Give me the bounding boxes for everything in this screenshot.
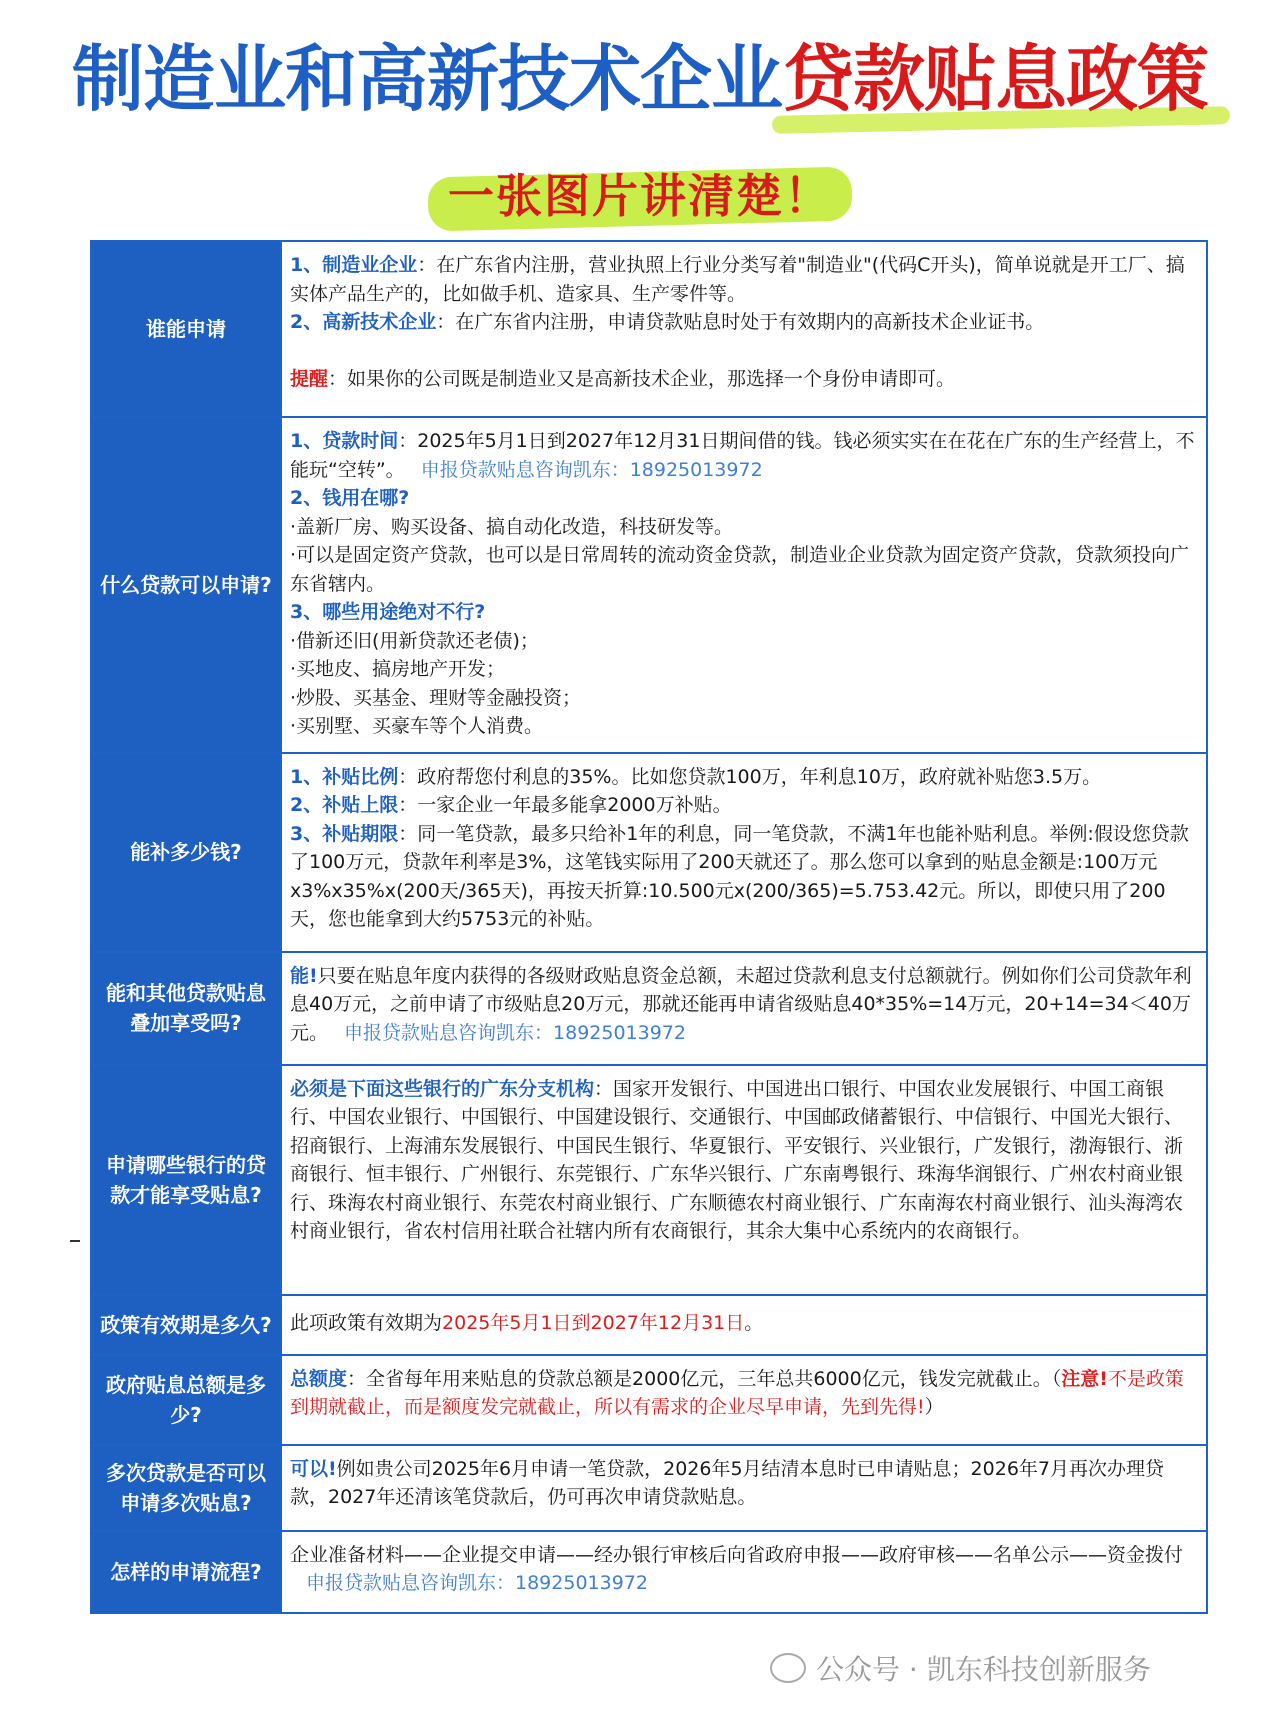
answer-line <box>290 1075 1200 1246</box>
answer-line <box>290 763 1200 792</box>
title-red: 贷款贴息政策 <box>782 37 1209 121</box>
row-total-amount <box>91 1355 1207 1445</box>
answer-line <box>290 820 1200 934</box>
item-text: ：在广东省内注册，营业执照上行业分类写着"制造业"(代码C开头)，简单说就是开工厂、搞实体产品生产的，比如做手机、造家具、生产零件等。 <box>290 254 1185 305</box>
title-blue: 制造业和高新技术企业 <box>71 37 782 121</box>
subtitle: 一张图片讲清楚！ <box>428 158 852 228</box>
question-cell: 政策有效期是多久? <box>91 1295 281 1355</box>
question-cell: 怎样的申请流程? <box>91 1531 281 1613</box>
row-banks <box>91 1065 1207 1295</box>
answer-line <box>290 251 1200 308</box>
stray-dash <box>70 1240 80 1242</box>
question-cell: 什么贷款可以申请? <box>91 417 281 753</box>
item-label: 2、高新技术企业 <box>290 311 437 333</box>
subtitle-wrap <box>0 158 1280 228</box>
reminder-label: 提醒 <box>290 367 329 390</box>
answer-line <box>290 1541 1200 1598</box>
consult-phone: 申报贷款贴息咨询凯东：18925013972 <box>420 458 763 481</box>
list-item: ·盖新厂房、购买设备、搞自动化改造，科技研发等。 <box>290 515 734 538</box>
item-text: ：一家企业一年最多能拿2000万补贴。 <box>398 794 732 816</box>
item-text: ：在广东省内注册，申请贷款贴息时处于有效期内的高新技术企业证书。 <box>436 311 1045 333</box>
answer-cell <box>281 1065 1207 1295</box>
item-label: 2、钱用在哪? <box>290 487 410 509</box>
item-label: 1、补贴比例 <box>290 765 399 788</box>
question-cell: 能和其他贷款贴息叠加享受吗? <box>91 952 281 1065</box>
answer-cell <box>281 753 1207 952</box>
item-label: 1、贷款时间 <box>290 430 399 452</box>
item-label: 必须是下面这些银行的广东分支机构 <box>290 1077 595 1100</box>
bank-list: ：国家开发银行、中国进出口银行、中国农业发展银行、中国工商银行、中国农业银行、中国银行、中国建设银行、交通银行、中国邮政储蓄银行、中信银行、中国光大银行、招商银行、上海浦东发展银行、中国民生银行、华夏银行、平安银行、兴业银行，广发银行，渤海银行、浙商银行、恒丰银行、广州银行、东莞银行、广东华兴银行、广东南粤银行、珠海华润银行、广州农村商业银行、珠海农村商业银行、东莞农村商业银行、广东顺德农村商业银行、广东南海农村商业银行、汕头海湾农村商业银行，省农村信用社联合社辖内所有农商银行，其余大集中心系统内的农商银行。 <box>290 1077 1184 1242</box>
watermark <box>770 1648 1151 1688</box>
watermark-text: 公众号 · 凯东科技创新服务 <box>816 1653 1151 1686</box>
question-cell: 谁能申请 <box>91 241 281 417</box>
item-label: 2、补贴上限 <box>290 794 399 816</box>
wechat-icon <box>770 1653 806 1683</box>
process-steps: 企业准备材料——企业提交申请——经办银行审核后向省政府申报——政府审核——名单公示——资金拨付 <box>290 1543 1184 1566</box>
policy-table <box>90 240 1208 1614</box>
item-text: ：政府帮您付利息的35%。比如您贷款100万，年利息10万，政府就补贴您3.5万。 <box>398 765 1102 788</box>
row-stacking <box>91 952 1207 1065</box>
question-cell: 申请哪些银行的贷款才能享受贴息? <box>91 1065 281 1295</box>
item-text: ：2025年5月1日到2027年12月31日期间借的钱。钱必须实实在在花在广东的生产经营上，不能玩“空转”。 <box>290 430 1195 481</box>
item-text: 只要在贴息年度内获得的各级财政贴息资金总额，未超过贷款利息支付总额就行。例如你们公司贷款年利息40万元，之前申请了市级贴息20万元，那就还能再申请省级贴息40*35%=14万元，20+14=34＜40万元。 <box>290 964 1192 1044</box>
answer-line <box>290 1309 1200 1338</box>
item-text: 例如贵公司2025年6月申请一笔贷款，2026年5月结清本息时已申请贴息；2026年7月再次办理贷款，2027年还清该笔贷款后，仍可再次申请贷款贴息。 <box>290 1457 1164 1508</box>
row-validity <box>91 1295 1207 1355</box>
list-item: ·炒股、买基金、理财等金融投资； <box>290 686 582 709</box>
answer-line <box>290 365 1200 394</box>
item-text: ：如果你的公司既是制造业又是高新技术企业，那选择一个身份申请即可。 <box>328 367 956 390</box>
row-process <box>91 1531 1207 1613</box>
item-label: 3、哪些用途绝对不行? <box>290 601 486 623</box>
page-title <box>72 38 1208 121</box>
item-text: ：同一笔贷款，最多只给补1年的利息，同一笔贷款，不满1年也能补贴利息。举例:假设您贷款了100万元，贷款年利率是3%，这笔钱实际用了200天就还了。那么您可以拿到的贴息金额是:100万元x3%x35%x(200天/365天)，再按天折算:10.500元x(200/365)=5.753.42元。所以，即使只用了200天，您也能拿到大约5753元的补贴。 <box>290 822 1189 930</box>
answer-cell <box>281 1445 1207 1531</box>
answer-line <box>290 427 1200 484</box>
answer-line <box>290 308 1200 337</box>
answer-cell <box>281 1355 1207 1445</box>
item-text: ：全省每年用来贴息的贷款总额是2000亿元，三年总共6000亿元，钱发完就截止。（ <box>347 1367 1062 1390</box>
answer-line <box>290 1365 1200 1422</box>
list-item: ·买别墅、买豪车等个人消费。 <box>290 715 544 737</box>
item-label: 3、补贴期限 <box>290 822 399 845</box>
answer-cell <box>281 1295 1207 1355</box>
list-item: ·借新还旧(用新贷款还老债)； <box>290 629 539 652</box>
item-label: 1、制造业企业 <box>290 254 418 276</box>
consult-phone: 申报贷款贴息咨询凯东：18925013972 <box>306 1572 648 1594</box>
row-who-can-apply <box>91 241 1207 417</box>
item-text: 。 <box>744 1312 764 1335</box>
item-label: 能! <box>290 964 318 987</box>
item-label: 可以! <box>290 1457 337 1480</box>
note-text: 不是政策到期就截止，而是额度发完就截止，所以有需求的企业尽早申请，先到先得! <box>290 1367 1184 1418</box>
item-text: ） <box>924 1396 944 1418</box>
title-wrap <box>0 38 1280 121</box>
answer-cell <box>281 952 1207 1065</box>
answer-line <box>290 791 1200 820</box>
question-cell: 多次贷款是否可以申请多次贴息? <box>91 1445 281 1531</box>
note-label: 注意! <box>1061 1367 1108 1390</box>
question-cell: 政府贴息总额是多少? <box>91 1355 281 1445</box>
list-item: ·买地皮、搞房地产开发； <box>290 658 506 680</box>
row-which-loans <box>91 417 1207 753</box>
question-cell: 能补多少钱? <box>91 753 281 952</box>
answer-line <box>290 1455 1200 1512</box>
validity-period: 2025年5月1日到2027年12月31日 <box>442 1312 745 1335</box>
item-label: 总额度 <box>290 1367 348 1390</box>
list-item: ·可以是固定资产贷款，也可以是日常周转的流动资金贷款，制造业企业贷款为固定资产贷款，贷款须投向广东省辖内。 <box>290 544 1190 595</box>
consult-phone: 申报贷款贴息咨询凯东：18925013972 <box>344 1021 686 1044</box>
item-text: 此项政策有效期为 <box>290 1312 443 1335</box>
answer-cell <box>281 1531 1207 1613</box>
answer-line <box>290 962 1200 1048</box>
row-how-much <box>91 753 1207 952</box>
answer-cell <box>281 241 1207 417</box>
row-multiple <box>91 1445 1207 1531</box>
answer-cell <box>281 417 1207 753</box>
